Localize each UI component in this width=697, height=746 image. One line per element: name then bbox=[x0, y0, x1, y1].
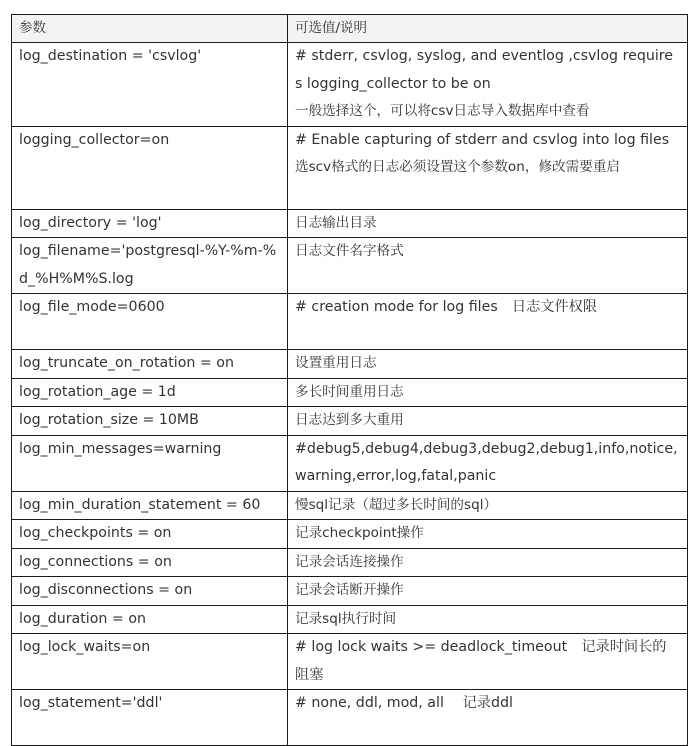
description-line: 日志达到多大重用 bbox=[295, 412, 404, 428]
description-line: 日志输出目录 bbox=[295, 214, 377, 231]
description-line: # creation mode for log files 日志文件权限 bbox=[295, 299, 598, 315]
description-cell bbox=[288, 238, 688, 294]
description-line: 记录会话连接操作 bbox=[295, 553, 404, 570]
table-row bbox=[12, 350, 688, 379]
description-cell bbox=[288, 407, 688, 436]
description-line: 设置重用日志 bbox=[295, 355, 377, 371]
description-cell bbox=[288, 378, 688, 407]
column-header-description: 可选值/说明 bbox=[288, 15, 688, 43]
param-cell: log_connections = on bbox=[12, 548, 288, 577]
description-line: 记录sql执行时间 bbox=[295, 610, 397, 627]
description-cell bbox=[288, 577, 688, 606]
description-line: 记录会话断开操作 bbox=[295, 582, 404, 598]
description-cell bbox=[288, 294, 688, 350]
table-row bbox=[12, 209, 688, 238]
description-line: 一般选择这个，可以将csv日志导入数据库中查看 bbox=[295, 103, 590, 119]
table-row bbox=[12, 294, 688, 350]
description-cell bbox=[288, 520, 688, 549]
description-cell bbox=[288, 634, 688, 690]
table-row bbox=[12, 690, 688, 746]
param-cell: log_duration = on bbox=[12, 605, 288, 634]
param-cell: log_filename='postgresql-%Y-%m-%d_%H%M%S.log bbox=[12, 238, 288, 294]
column-header-parameter: 参数 bbox=[12, 15, 288, 43]
description-cell bbox=[288, 350, 688, 379]
table-row bbox=[12, 548, 688, 577]
description-line: 日志文件名字格式 bbox=[295, 243, 404, 259]
description-line: # log lock waits >= deadlock_timeout 记录时间长的阻塞 bbox=[295, 639, 667, 683]
description-cell bbox=[288, 690, 688, 746]
param-cell: log_destination = 'csvlog' bbox=[12, 43, 288, 127]
table-row bbox=[12, 577, 688, 606]
table-header-row bbox=[12, 15, 688, 43]
param-cell: log_min_messages=warning bbox=[12, 435, 288, 491]
description-cell bbox=[288, 548, 688, 577]
table-row bbox=[12, 378, 688, 407]
table-row bbox=[12, 605, 688, 634]
param-cell: log_min_duration_statement = 60 bbox=[12, 491, 288, 520]
table-row bbox=[12, 126, 688, 209]
param-cell: log_rotation_age = 1d bbox=[12, 378, 288, 407]
description-line: # Enable capturing of stderr and csvlog into log files bbox=[295, 131, 670, 148]
description-line: 选scv格式的日志必须设置这个参数on，修改需要重启 bbox=[295, 159, 621, 175]
description-cell bbox=[288, 605, 688, 634]
parameter-table bbox=[11, 14, 688, 746]
description-cell bbox=[288, 209, 688, 238]
param-cell: log_file_mode=0600 bbox=[12, 294, 288, 350]
description-line: 多长时间重用日志 bbox=[295, 383, 404, 400]
description-line: # none, ddl, mod, all 记录ddl bbox=[295, 695, 513, 711]
param-cell: log_truncate_on_rotation = on bbox=[12, 350, 288, 379]
param-cell: log_checkpoints = on bbox=[12, 520, 288, 549]
table-row bbox=[12, 491, 688, 520]
table-row bbox=[12, 238, 688, 294]
param-cell: log_statement='ddl' bbox=[12, 690, 288, 746]
description-cell bbox=[288, 491, 688, 520]
param-cell: log_directory = 'log' bbox=[12, 209, 288, 238]
param-cell: log_disconnections = on bbox=[12, 577, 288, 606]
description-cell bbox=[288, 435, 688, 491]
param-cell: log_lock_waits=on bbox=[12, 634, 288, 690]
table-row bbox=[12, 43, 688, 127]
description-line: 记录checkpoint操作 bbox=[295, 525, 424, 541]
table-row bbox=[12, 407, 688, 436]
description-cell bbox=[288, 43, 688, 127]
table-row bbox=[12, 634, 688, 690]
description-line: 慢sql记录（超过多长时间的sql） bbox=[295, 496, 498, 513]
description-cell bbox=[288, 126, 688, 209]
description-line: #debug5,debug4,debug3,debug2,debug1,info,notice,warning,error,log,fatal,panic bbox=[295, 440, 678, 484]
table-row bbox=[12, 435, 688, 491]
param-cell: logging_collector=on bbox=[12, 126, 288, 209]
param-cell: log_rotation_size = 10MB bbox=[12, 407, 288, 436]
description-line: # stderr, csvlog, syslog, and eventlog ,csvlog requires logging_collector to be on bbox=[295, 48, 674, 92]
table-row bbox=[12, 520, 688, 549]
